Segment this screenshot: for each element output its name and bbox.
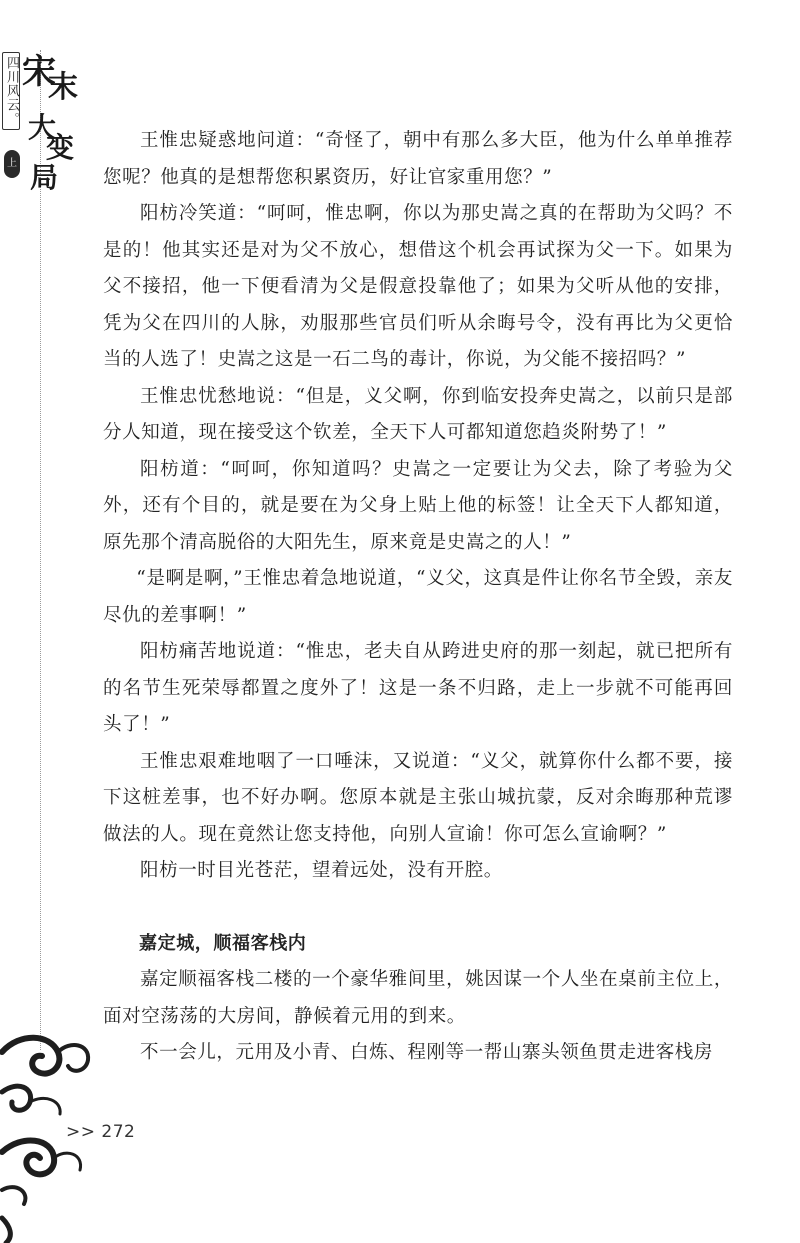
page-number: >> 272: [66, 1122, 136, 1142]
book-title-char: 局: [30, 161, 59, 194]
series-name-tag: [2, 52, 20, 130]
paragraph: 王惟忠忧愁地说：“但是，义父啊，你到临安投奔史嵩之，以前只是部分人知道，现在接受这个钦差，全天下人可都知道您趋炎附势了！”: [103, 385, 733, 443]
volume-badge: 上: [4, 150, 20, 178]
paragraph: “是啊是啊，”王惟忠着急地说道，“义父，这真是件让你名节全毁，亲友尽仇的差事啊！”: [103, 568, 733, 626]
book-title-char: 大: [28, 111, 57, 144]
paragraph: 王惟忠艰难地咽了一口唾沫，又说道：“义父，就算你什么都不要，接下这桩差事，也不好办啊。您原本就是主张山城抗蒙，反对余晦那种荒谬做法的人。现在竟然让您支持他，向别人宣谕！你可怎么宣谕啊？”: [103, 750, 733, 845]
paragraph: 阳枋道：“呵呵，你知道吗？史嵩之一定要让为父去，除了考验为父外，还有个目的，就是要在为父身上贴上他的标签！让全天下人都知道，原先那个清高脱俗的大阳先生，原来竟是史嵩之的人！”: [103, 458, 733, 553]
book-title-char: 末: [48, 70, 78, 105]
paragraph: 阳枋痛苦地说道：“惟忠，老夫自从跨进史府的那一刻起，就已把所有的名节生死荣辱都置之度外了！这是一条不归路，走上一步就不可能再回头了！”: [103, 641, 733, 735]
paragraph: 不一会儿，元用及小青、白炼、程刚等一帮山寨头领鱼贯走进客栈房: [140, 1042, 714, 1063]
series-name: 四川风云: [4, 56, 19, 112]
page-body: [103, 123, 733, 1072]
paragraph: 阳枋冷笑道：“呵呵，惟忠啊，你以为那史嵩之真的在帮助为父吗？不是的！他其实还是对为父不放心，想借这个机会再试探为父一下。如果为父不接招，他一下便看清为父是假意投靠他了；如果为父听从他的安排，凭为父在四川的人脉，劝服那些官员们听从余晦号令，没有再比为父更恰当的人选了！史嵩之这是一石二鸟的毒计，你说，为父能不接招吗？”: [103, 203, 733, 370]
scene-heading: 嘉定城，顺福客栈内: [139, 932, 307, 954]
paragraph: 嘉定顺福客栈二楼的一个豪华雅间里，姚因谋一个人坐在桌前主位上，面对空荡荡的大房间，静候着元用的到来。: [103, 969, 733, 1027]
paragraph: 阳枋一时目光苍茫，望着远处，没有开腔。: [140, 860, 503, 881]
book-title-char: 变: [46, 131, 75, 164]
margin-dotted-rule: [40, 50, 41, 1050]
series-dot: 。: [4, 112, 19, 126]
paragraph: 王惟忠疑惑地问道：“奇怪了，朝中有那么多大臣，他为什么单单推荐您呢？他真的是想帮您积累资历，好让官家重用您？”: [103, 130, 733, 188]
book-title-char: 宋: [22, 52, 56, 92]
